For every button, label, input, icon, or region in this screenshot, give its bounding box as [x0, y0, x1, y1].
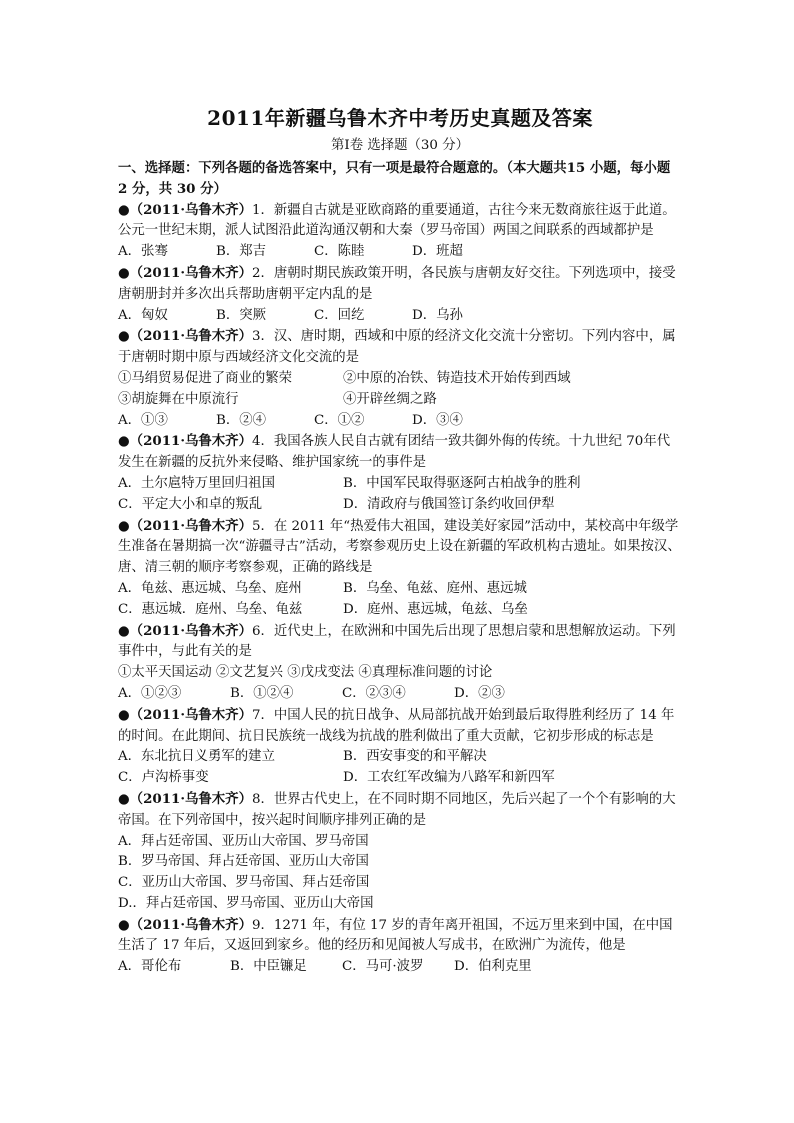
statement-3: ③胡旋舞在中原流行 — [118, 391, 239, 407]
options-q7-row1 — [118, 747, 682, 768]
option-b: B．②④ — [216, 412, 267, 428]
options-q9 — [118, 957, 682, 978]
options-q5-row2 — [118, 600, 682, 621]
question-tag: ●（2011·乌鲁木齐） — [118, 328, 252, 345]
option-a: A．东北抗日义勇军的建立 — [118, 749, 275, 765]
question-text: 1．新疆自古就是亚欧商路的重要通道，古往今来无数商旅往返于此道。公元一世纪末期，派人试图沿此道沟通汉朝和大秦（罗马帝国）两国之间联系的西域都护是 — [118, 202, 676, 239]
question-9 — [118, 915, 682, 958]
question-6 — [118, 621, 682, 664]
option-d: D．工农红军改编为八路军和新四军 — [343, 770, 555, 786]
option-c: C．平定大小和卓的叛乱 — [118, 496, 263, 512]
question-1 — [118, 200, 682, 243]
option-b: B．西安事变的和平解决 — [343, 749, 487, 765]
option-c: C．卢沟桥事变 — [118, 770, 209, 786]
question-tag: ●（2011·乌鲁木齐） — [118, 916, 252, 933]
question-text: 6．近代史上，在欧洲和中国先后出现了思想启蒙和思想解放运动。下列事件中，与此有关的是 — [118, 623, 676, 660]
option-c: C．马可·波罗 — [342, 959, 424, 975]
option-d: D．清政府与俄国签订条约收回伊犁 — [343, 496, 555, 512]
statement-2: ②中原的冶铁、铸造技术开始传到西域 — [343, 370, 571, 386]
option-a: A．①②③ — [118, 685, 182, 701]
option-b: B．郑吉 — [216, 244, 267, 260]
option-a: A．匈奴 — [118, 307, 168, 323]
option-a: A．①③ — [118, 412, 168, 428]
statement-1: ①马绢贸易促进了商业的繁荣 — [118, 370, 293, 386]
page-title: 2011年新疆乌鲁木齐中考历史真题及答案 — [207, 106, 593, 130]
option-a: A．土尔扈特万里回归祖国 — [118, 475, 275, 491]
options-q1 — [118, 242, 682, 263]
options-q4-row2 — [118, 495, 682, 516]
options-q5-row1 — [118, 579, 682, 600]
question-text: 7．中国人民的抗日战争、从局部抗战开始到最后取得胜利经历了 14 年的时间。在此期间、抗日民族统一战线为抗战的胜利做出了重大贡献，它初步形成的标志是 — [118, 707, 675, 744]
options-q7-row2 — [118, 768, 682, 789]
question-tag: ●（2011·乌鲁木齐） — [118, 622, 252, 639]
question-2 — [118, 263, 682, 306]
option-d: D．伯利克里 — [454, 959, 532, 975]
option-c: C．回纥 — [314, 307, 365, 323]
option-c: C．亚历山大帝国、罗马帝国、拜占廷帝国 — [118, 875, 370, 891]
options-q3 — [118, 411, 682, 432]
question-text: 8．世界古代史上，在不同时期不同地区，先后兴起了一个个有影响的大帝国。在下列帝国中，按兴起时间顺序排列正确的是 — [118, 791, 676, 828]
statements-q3-row2 — [118, 390, 682, 411]
question-8 — [118, 789, 682, 832]
question-tag: ●（2011·乌鲁木齐） — [118, 433, 252, 450]
statements-q6: ①太平天国运动 ②文艺复兴 ③戊戌变法 ④真理标准问题的讨论 — [118, 665, 493, 681]
option-b: B．突厥 — [216, 307, 267, 323]
option-a: A．龟兹、惠远城、乌垒、庭州 — [118, 580, 302, 596]
option-c: C．陈睦 — [314, 244, 365, 260]
option-d: D．③④ — [412, 412, 463, 428]
options-q2 — [118, 306, 682, 327]
option-b: B．罗马帝国、拜占廷帝国、亚历山大帝国 — [118, 854, 369, 870]
option-c: C．①② — [314, 412, 365, 428]
question-4 — [118, 431, 682, 474]
option-a: A．拜占廷帝国、亚历山大帝国、罗马帝国 — [118, 833, 369, 849]
option-d: D．班超 — [412, 244, 463, 260]
question-tag: ●（2011·乌鲁木齐） — [118, 264, 252, 281]
question-tag: ●（2011·乌鲁木齐） — [118, 201, 252, 218]
option-b: B．中臣镰足 — [230, 959, 307, 975]
option-d: D．庭州、惠远城，龟兹、乌垒 — [343, 601, 528, 617]
option-a: A．哥伦布 — [118, 959, 182, 975]
question-tag: ●（2011·乌鲁木齐） — [118, 706, 252, 723]
section-subtitle: 第Ⅰ卷 选择题（30 分） — [331, 138, 469, 153]
question-text: 4．我国各族人民自古就有团结一致共御外侮的传统。十九世纪 70年代发生在新疆的反抗外来侵略、维护国家统一的事件是 — [118, 434, 671, 471]
question-tag: ●（2011·乌鲁木齐） — [118, 790, 252, 807]
option-b: B．中国军民取得驱逐阿古柏战争的胜利 — [343, 475, 581, 491]
question-text: 2．唐朝时期民族政策开明，各民族与唐朝友好交往。下列选项中，接受唐朝册封并多次出兵帮助唐朝平定内乱的是 — [118, 265, 676, 302]
option-d: D.．拜占廷帝国、罗马帝国、亚历山大帝国 — [118, 895, 374, 911]
option-d: D．②③ — [454, 685, 505, 701]
options-q6 — [118, 684, 682, 705]
option-b: B．乌垒、龟兹、庭州、惠远城 — [343, 580, 527, 596]
question-text: 9．1271 年，有位 17 岁的青年离开祖国，不远万里来到中国，在中国生活了 17 年后，又返回到家乡。他的经历和见闻被人写成书，在欧洲广为流传，他是 — [118, 917, 673, 954]
section-instructions: 一、选择题：下列各题的备选答案中，只有一项是最符合题意的。（本大题共15 小题，每小题 2 分，共 30 分） — [118, 160, 671, 197]
question-tag: ●（2011·乌鲁木齐） — [118, 517, 252, 534]
question-3 — [118, 326, 682, 369]
question-text: 5．在 2011 年“热爱伟大祖国，建设美好家园”活动中，某校高中年级学生准备在暑期搞一次“游疆寻古”活动，考察参观历史上设在新疆的军政机构古遗址。如果按汉、唐、清三朝的顺序考察参观，正确的路线是 — [118, 518, 681, 576]
option-c: C．②③④ — [342, 685, 406, 701]
option-a: A．张骞 — [118, 244, 168, 260]
option-c: C．惠远城．庭州、乌垒、龟兹 — [118, 601, 303, 617]
options-q4-row1 — [118, 474, 682, 495]
statement-4: ④开辟丝绸之路 — [343, 391, 437, 407]
option-b: B．①②④ — [230, 685, 294, 701]
question-7 — [118, 705, 682, 748]
question-text: 3．汉、唐时期，西域和中原的经济文化交流十分密切。下列内容中，属于唐朝时期中原与西域经济文化交流的是 — [118, 329, 676, 366]
statements-q3-row1 — [118, 369, 682, 390]
option-d: D．乌孙 — [412, 307, 463, 323]
question-5 — [118, 516, 682, 579]
